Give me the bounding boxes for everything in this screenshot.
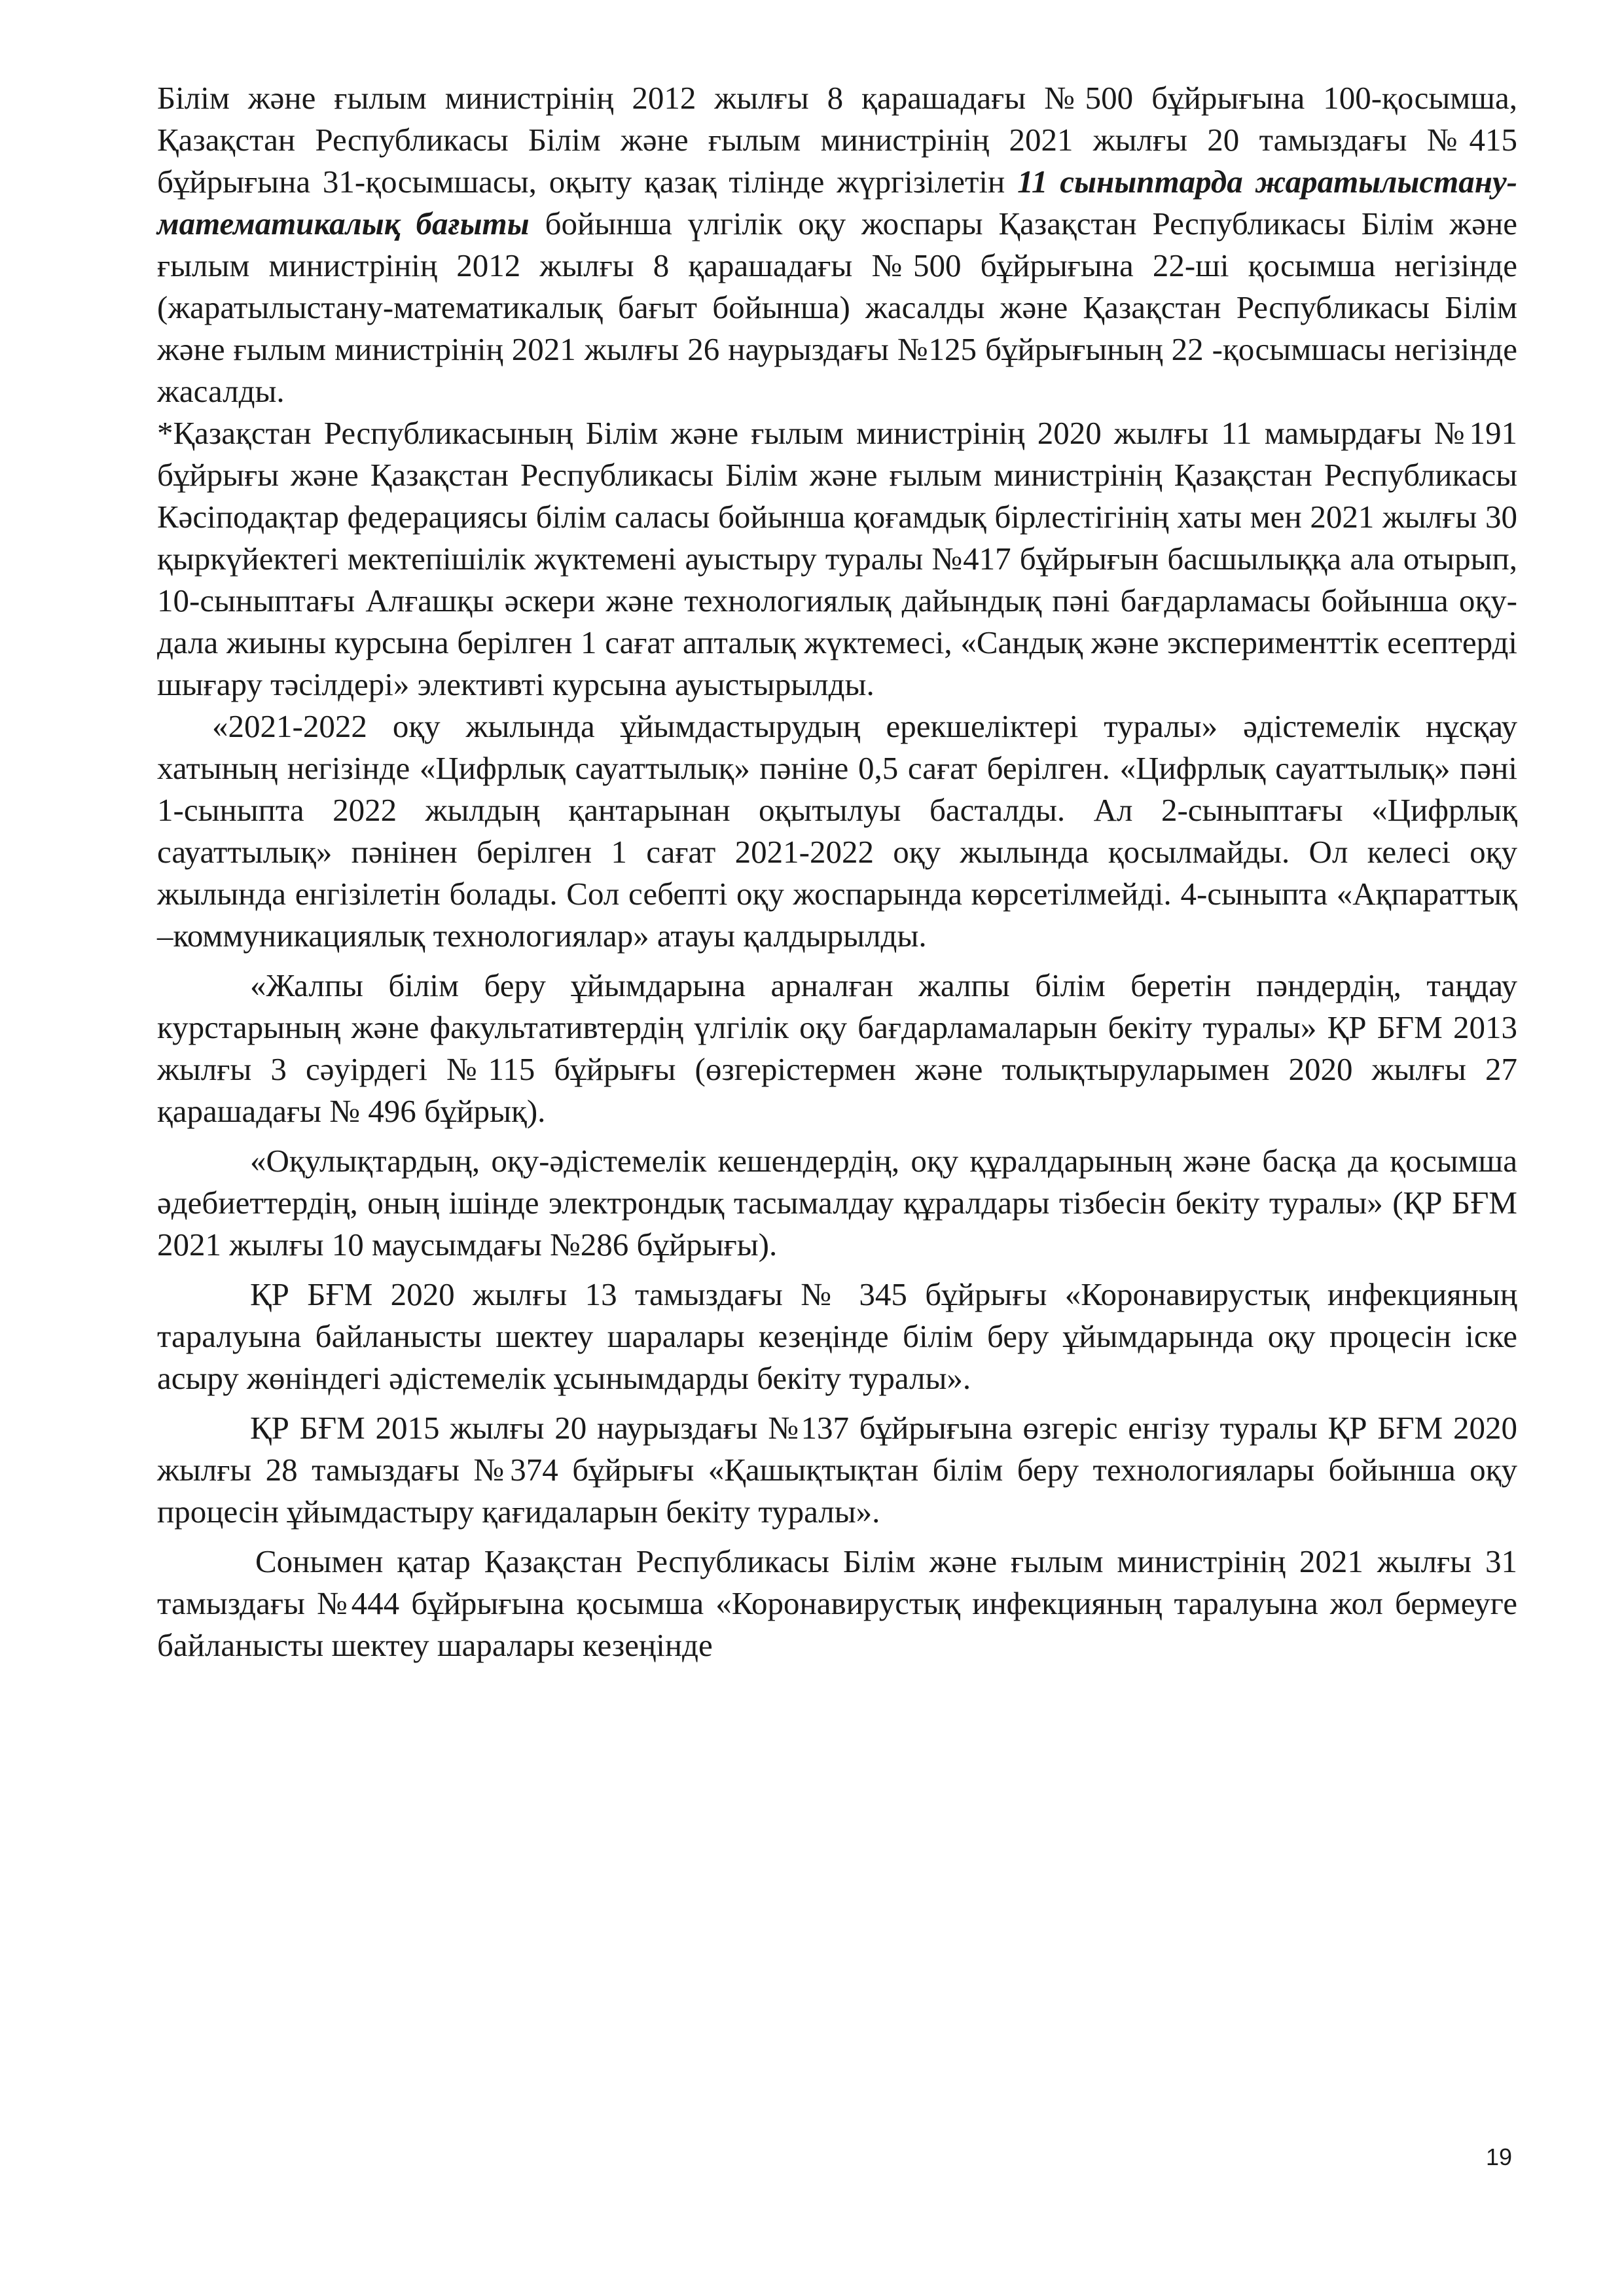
paragraph-5: «Оқулықтардың, оқу-әдістемелік кешендердің, оқу құралдарының және басқа да қосымша әдебиеттердің, оның ішінде электрондық тасымалдау құралдары тізбесін бекіту туралы» (ҚР БҒМ 2021 жылғы 10 маусымдағы №286 бұйрығы). bbox=[157, 1143, 1517, 1263]
paragraph-1-emphasis: 11 сыныптарда жаратылыстану-математикалық бағыты bbox=[157, 164, 1518, 242]
paragraph-3: «2021-2022 оқу жылында ұйымдастырудың ерекшеліктері туралы» әдістемелік нұсқау хатының негізінде «Цифрлық сауаттылық» пәніне 0,5 сағат берілген. «Цифрлық сауаттылық» пәні 1-сыныпта 2022 жылдың қантарынан оқытылуы басталды. Ал 2-сыныптағы «Цифрлық сауаттылық» пәнінен берілген 1 сағат 2021-2022 оқу жылында қосылмайды. Ол келесі оқу жылында енгізілетін болады. Сол себепті оқу жоспарында көрсетілмейді. 4-сыныпта «Ақпараттық –коммуникациялық технологиялар» атауы қалдырылды. bbox=[157, 708, 1517, 954]
paragraph-6: ҚР БҒМ 2020 жылғы 13 тамыздағы № 345 бұйрығы «Коронавирустық инфекцияның таралуына байланысты шектеу шаралары кезеңінде білім беру ұйымдарында оқу процесін іске асыру жөніндегі әдістемелік ұсынымдарды бекіту туралы». bbox=[157, 1276, 1517, 1396]
document-page bbox=[157, 77, 1517, 1666]
paragraph-8: Сонымен қатар Қазақстан Республикасы Білім және ғылым министрінің 2021 жылғы 31 тамыздағы №444 бұйрығына қосымша «Коронавирустық инфекцияның таралуына жол бермеуге байланысты шектеу шаралары кезеңінде bbox=[157, 1543, 1517, 1663]
paragraph-1-text-after: бойынша үлгілік оқу жоспары Қазақстан Республикасы Білім және ғылым министрінің 2012 жылғы 8 қарашадағы №500 бұйрығына 22-ші қосымша негізінде (жаратылыстану-математикалық бағыт бойынша) жасалды және Қазақстан Республикасы Білім және ғылым министрінің 2021 жылғы 26 наурыздағы №125 бұйрығының 22 -қосымшасы негізінде жасалды. bbox=[157, 206, 1518, 409]
paragraph-1-text-before: Білім және ғылым министрінің 2012 жылғы 8 қарашадағы №500 бұйрығына 100-қосымша, Қазақстан Республикасы Білім және ғылым министрінің 2021 жылғы 20 тамыздағы №415 бұйрығына 31-қосымшасы, оқыту қазақ тілінде жүргізілетін bbox=[157, 80, 1517, 200]
paragraph-4: «Жалпы білім беру ұйымдарына арналған жалпы білім беретін пәндердің, таңдау курстарының және факультативтердің үлгілік оқу бағдарламаларын бекіту туралы» ҚР БҒМ 2013 жылғы 3 сәуірдегі №115 бұйрығы (өзгерістермен және толықтыруларымен 2020 жылғы 27 қарашадағы № 496 бұйрық). bbox=[157, 967, 1517, 1129]
paragraph-7: ҚР БҒМ 2015 жылғы 20 наурыздағы №137 бұйрығына өзгеріс енгізу туралы ҚР БҒМ 2020 жылғы 28 тамыздағы №374 бұйрығы «Қашықтықтан білім беру технологиялары бойынша оқу процесін ұйымдастыру қағидаларын бекіту туралы». bbox=[157, 1410, 1517, 1530]
page-number: 19 bbox=[1486, 2144, 1513, 2170]
paragraph-1 bbox=[157, 77, 1517, 412]
paragraph-2: *Қазақстан Республикасының Білім және ғылым министрінің 2020 жылғы 11 мамырдағы №191 бұйрығы және Қазақстан Республикасы Білім және ғылым министрінің Қазақстан Республикасы Кәсіподақтар федерациясы білім саласы бойынша қоғамдық бірлестігінің хаты мен 2021 жылғы 30 қыркүйектегі мектепішілік жүктемені ауыстыру туралы №417 бұйрығын басшылыққа ала отырып, 10-сыныптағы Алғашқы әскери және технологиялық дайындық пәні бағдарламасы бойынша оқу-дала жиыны курсына берілген 1 сағат апталық жүктемесі, «Сандық және эксперименттік есептерді шығару тәсілдері» элективті курсына ауыстырылды. bbox=[157, 415, 1517, 702]
